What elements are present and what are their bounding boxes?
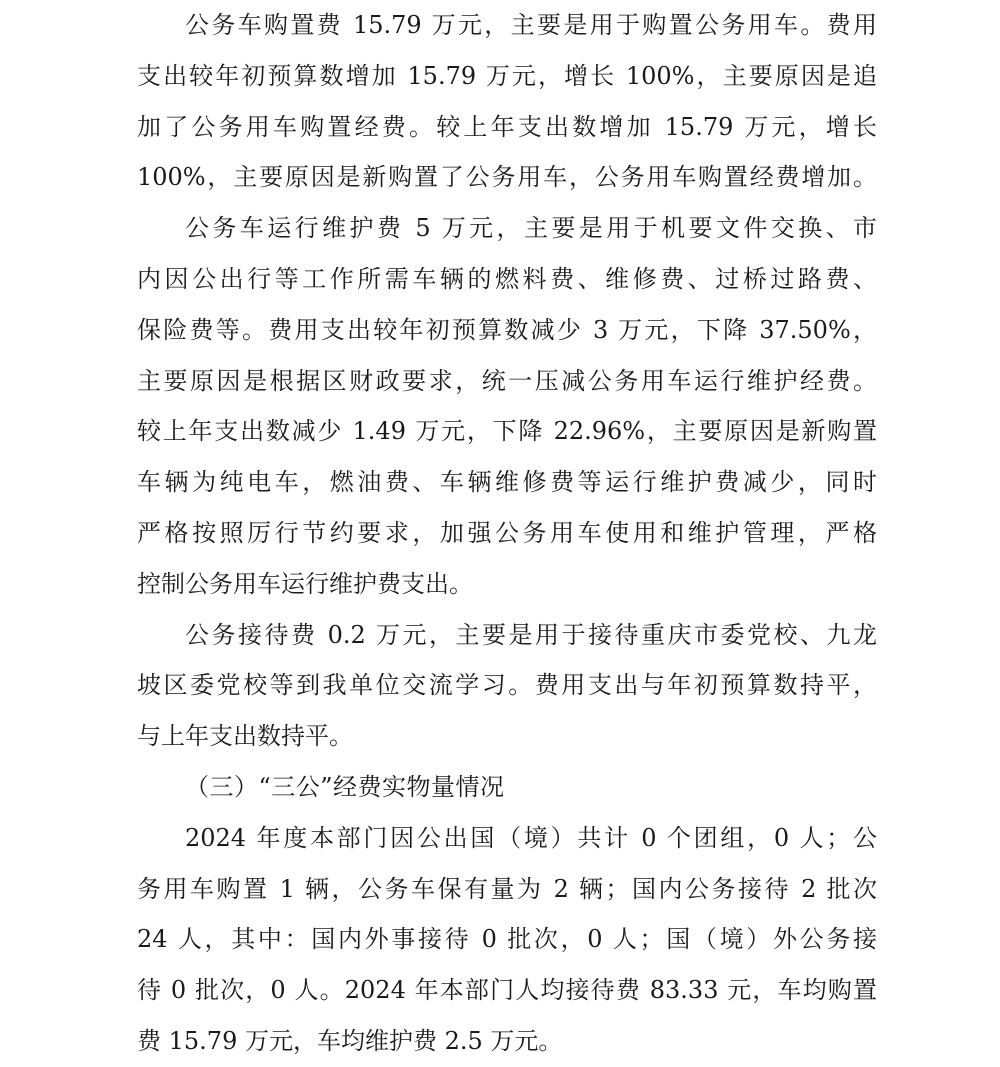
text-line: 较上年支出数减少 1.49 万元，下降 22.96%，主要原因是新购置 [137, 417, 877, 446]
text-line: 待 0 批次，0 人。2024 年本部门人均接待费 83.33 元，车均购置 [137, 976, 877, 1005]
text-line: 严格按照厉行节约要求，加强公务用车使用和维护管理，严格 [137, 518, 877, 547]
paragraph-reception [137, 610, 877, 762]
paragraph-vehicle-purchase [137, 0, 877, 203]
text-line: 2024 年度本部门因公出国（境）共计 0 个团组，0 人；公 [185, 823, 877, 852]
text-line: 费 15.79 万元，车均维护费 2.5 万元。 [137, 1026, 563, 1055]
text-line: 务用车购置 1 辆，公务车保有量为 2 辆；国内公务接待 2 批次 [137, 874, 877, 903]
text-line: 保险费等。费用支出较年初预算数减少 3 万元，下降 37.50%， [137, 315, 877, 344]
text-line: 公务接待费 0.2 万元，主要是用于接待重庆市委党校、九龙 [185, 620, 877, 649]
text-line: 24 人，其中：国内外事接待 0 批次，0 人；国（境）外公务接 [137, 925, 877, 954]
text-line: 公务车运行维护费 5 万元，主要是用于机要文件交换、市 [185, 214, 877, 243]
paragraph-physical-quantities [137, 813, 877, 1067]
text-line: 100%，主要原因是新购置了公务用车，公务用车购置经费增加。 [137, 163, 877, 192]
paragraph-vehicle-maintenance [137, 203, 877, 609]
section-heading-text: （三）“三公”经费实物量情况 [185, 772, 505, 801]
text-line: 公务车购置费 15.79 万元，主要是用于购置公务用车。费用 [185, 11, 877, 39]
text-line: 车辆为纯电车，燃油费、车辆维修费等运行维护费减少，同时 [137, 468, 877, 497]
text-line: 坡区委党校等到我单位交流学习。费用支出与年初预算数持平， [137, 671, 877, 700]
text-line: 控制公务用车运行维护费支出。 [137, 569, 473, 598]
text-line: 与上年支出数持平。 [137, 722, 353, 751]
section-heading [137, 762, 877, 813]
text-line: 支出较年初预算数增加 15.79 万元，增长 100%，主要原因是追 [137, 61, 877, 90]
text-line: 内因公出行等工作所需车辆的燃料费、维修费、过桥过路费、 [137, 264, 877, 293]
document-page [137, 0, 877, 1067]
text-line: 主要原因是根据区财政要求，统一压减公务用车运行维护经费。 [137, 366, 877, 395]
text-line: 加了公务用车购置经费。较上年支出数增加 15.79 万元，增长 [137, 112, 877, 141]
